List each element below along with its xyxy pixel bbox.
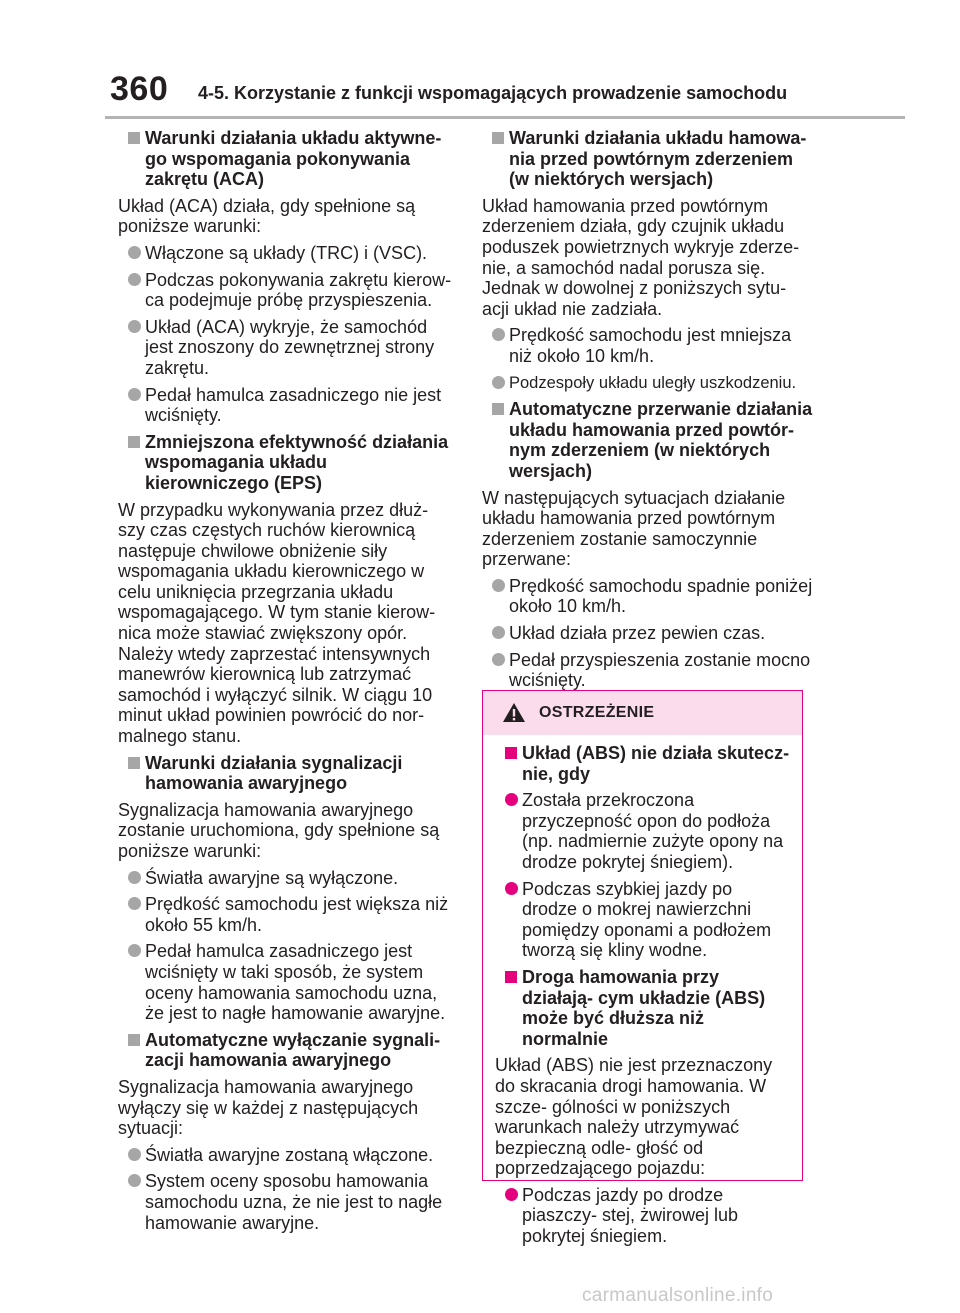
abs-bullet: Podczas szybkiej jazdy po drodze o mokrej nawierzchni pomiędzy oponami a podłożem tworzą się kliny wodne. [495,879,790,961]
ess-off-intro: Sygnalizacja hamowania awaryjnego wyłączy się w każdej z następujących sytuacji: [118,1076,419,1139]
ess-bullet: Prędkość samochodu jest większa niż około 55 km/h. [118,894,453,935]
eps-heading: Zmniejszona efektywność działania wspomagania układu kierowniczego (EPS) [118,432,453,494]
warning-box [482,690,803,1247]
scb-bullet: Podzespoły układu uległy uszkodzeniu. [482,373,817,394]
ess-off-bullet: Światła awaryjne zostaną włączone. [118,1145,453,1166]
header-rule [105,116,905,119]
warning-title: OSTRZEŻENIE [539,704,655,721]
aca-intro: Układ (ACA) działa, gdy spełnione są poniższe warunki: [118,195,416,237]
scb-cancel-bullet: Układ działa przez pewien czas. [482,623,817,644]
aca-bullet: Układ (ACA) wykryje, że samochód jest znoszony do zewnętrznej strony zakrętu. [118,317,453,379]
scb-intro: Układ hamowania przed powtórnym zderzeniem działa, gdy czujnik układu poduszek powietrznych wykryje zderze- nie, a samochód nadal porusza się. Jednak w dowolnej z poniższych sytu- acji układ nie zadziała. [482,195,800,319]
scb-cancel-heading: Automatyczne przerwanie działania układu hamowania przed powtór- nym zderzeniem (w niektórych wersjach) [482,399,817,481]
scb-bullet: Prędkość samochodu jest mniejsza niż około 10 km/h. [482,325,817,366]
left-column [118,128,453,1239]
scb-heading: Warunki działania układu hamowa- nia przed powtórnym zderzeniem (w niektórych wersjach) [482,128,817,190]
page-number: 360 [110,70,169,108]
section-title: 4-5. Korzystanie z funkcji wspomagających prowadzenie samochodu [198,83,788,103]
aca-heading: Warunki działania układu aktywne- go wspomagania pokonywania zakrętu (ACA) [118,128,453,190]
ess-off-bullet: System oceny sposobu hamowania samochodu uzna, że nie jest to nagłe hamowanie awaryjne. [118,1171,453,1233]
scb-cancel-intro: W następujących sytuacjach działanie układu hamowania przed powtórnym zderzeniem zostanie samoczynnie przerwane: [482,487,786,570]
warning-triangle-icon [502,702,526,723]
ess-bullet: Pedał hamulca zasadniczego jest wciśnięty w taki sposób, że system oceny hamowania samochodu uzna, że jest to nagłe hamowanie awaryjne. [118,941,453,1023]
eps-text: W przypadku wykonywania przez dłuż- szy czas częstych ruchów kierownicą następuje chwilowe obniżenie siły wspomagania układu kierowniczego w celu uniknięcia przegrzania układu wspomagającego. W tym stanie kierow- nica może stawiać zwiększony opór. Należy wtedy zaprzestać intensywnych manewrów kierownicą lub zatrzymać samochód i wyłączyć silnik. W ciągu 10 minut układ powinien powrócić do nor- malnego stanu. [118,499,436,747]
abs-bullet: Została przekroczona przyczepność opon do podłoża (np. nadmiernie zużyte opony na drodze pokrytej śniegiem). [495,790,790,872]
warning-body [483,735,802,1247]
aca-bullet: Pedał hamulca zasadniczego nie jest wciśnięty. [118,385,453,426]
ess-bullet: Światła awaryjne są wyłączone. [118,868,453,889]
page-header [0,0,960,120]
braking-distance-heading: Droga hamowania przy działają- cym układzie (ABS) może być dłuższa niż normalnie [495,967,790,1049]
braking-distance-bullet: Podczas jazdy po drodze piaszczy- stej, żwirowej lub pokrytej śniegiem. [495,1185,790,1247]
scb-cancel-bullet: Pedał przyspieszenia zostanie mocno wciśnięty. [482,650,817,691]
ess-heading: Warunki działania sygnalizacji hamowania awaryjnego [118,753,453,794]
scb-cancel-bullet: Prędkość samochodu spadnie poniżej około 10 km/h. [482,576,817,617]
abs-heading: Układ (ABS) nie działa skutecz- nie, gdy [495,743,790,784]
warning-header [483,691,802,735]
aca-bullet: Podczas pokonywania zakrętu kierow- ca podejmuje próbę przyspieszenia. [118,270,453,311]
braking-distance-text: Układ (ABS) nie jest przeznaczony do skracania drogi hamowania. W szcze- gólności w poniższych warunkach należy utrzymywać bezpieczną odle- głość od poprzedzającego pojazdu: [495,1055,773,1179]
ess-intro: Sygnalizacja hamowania awaryjnego zostanie uruchomiona, gdy spełnione są poniższe warunki: [118,799,440,861]
right-column [482,128,817,697]
watermark: carmanualsonline.info [582,1285,774,1306]
aca-bullet: Włączone są układy (TRC) i (VSC). [118,243,453,264]
ess-off-heading: Automatyczne wyłączanie sygnali- zacji hamowania awaryjnego [118,1030,453,1071]
